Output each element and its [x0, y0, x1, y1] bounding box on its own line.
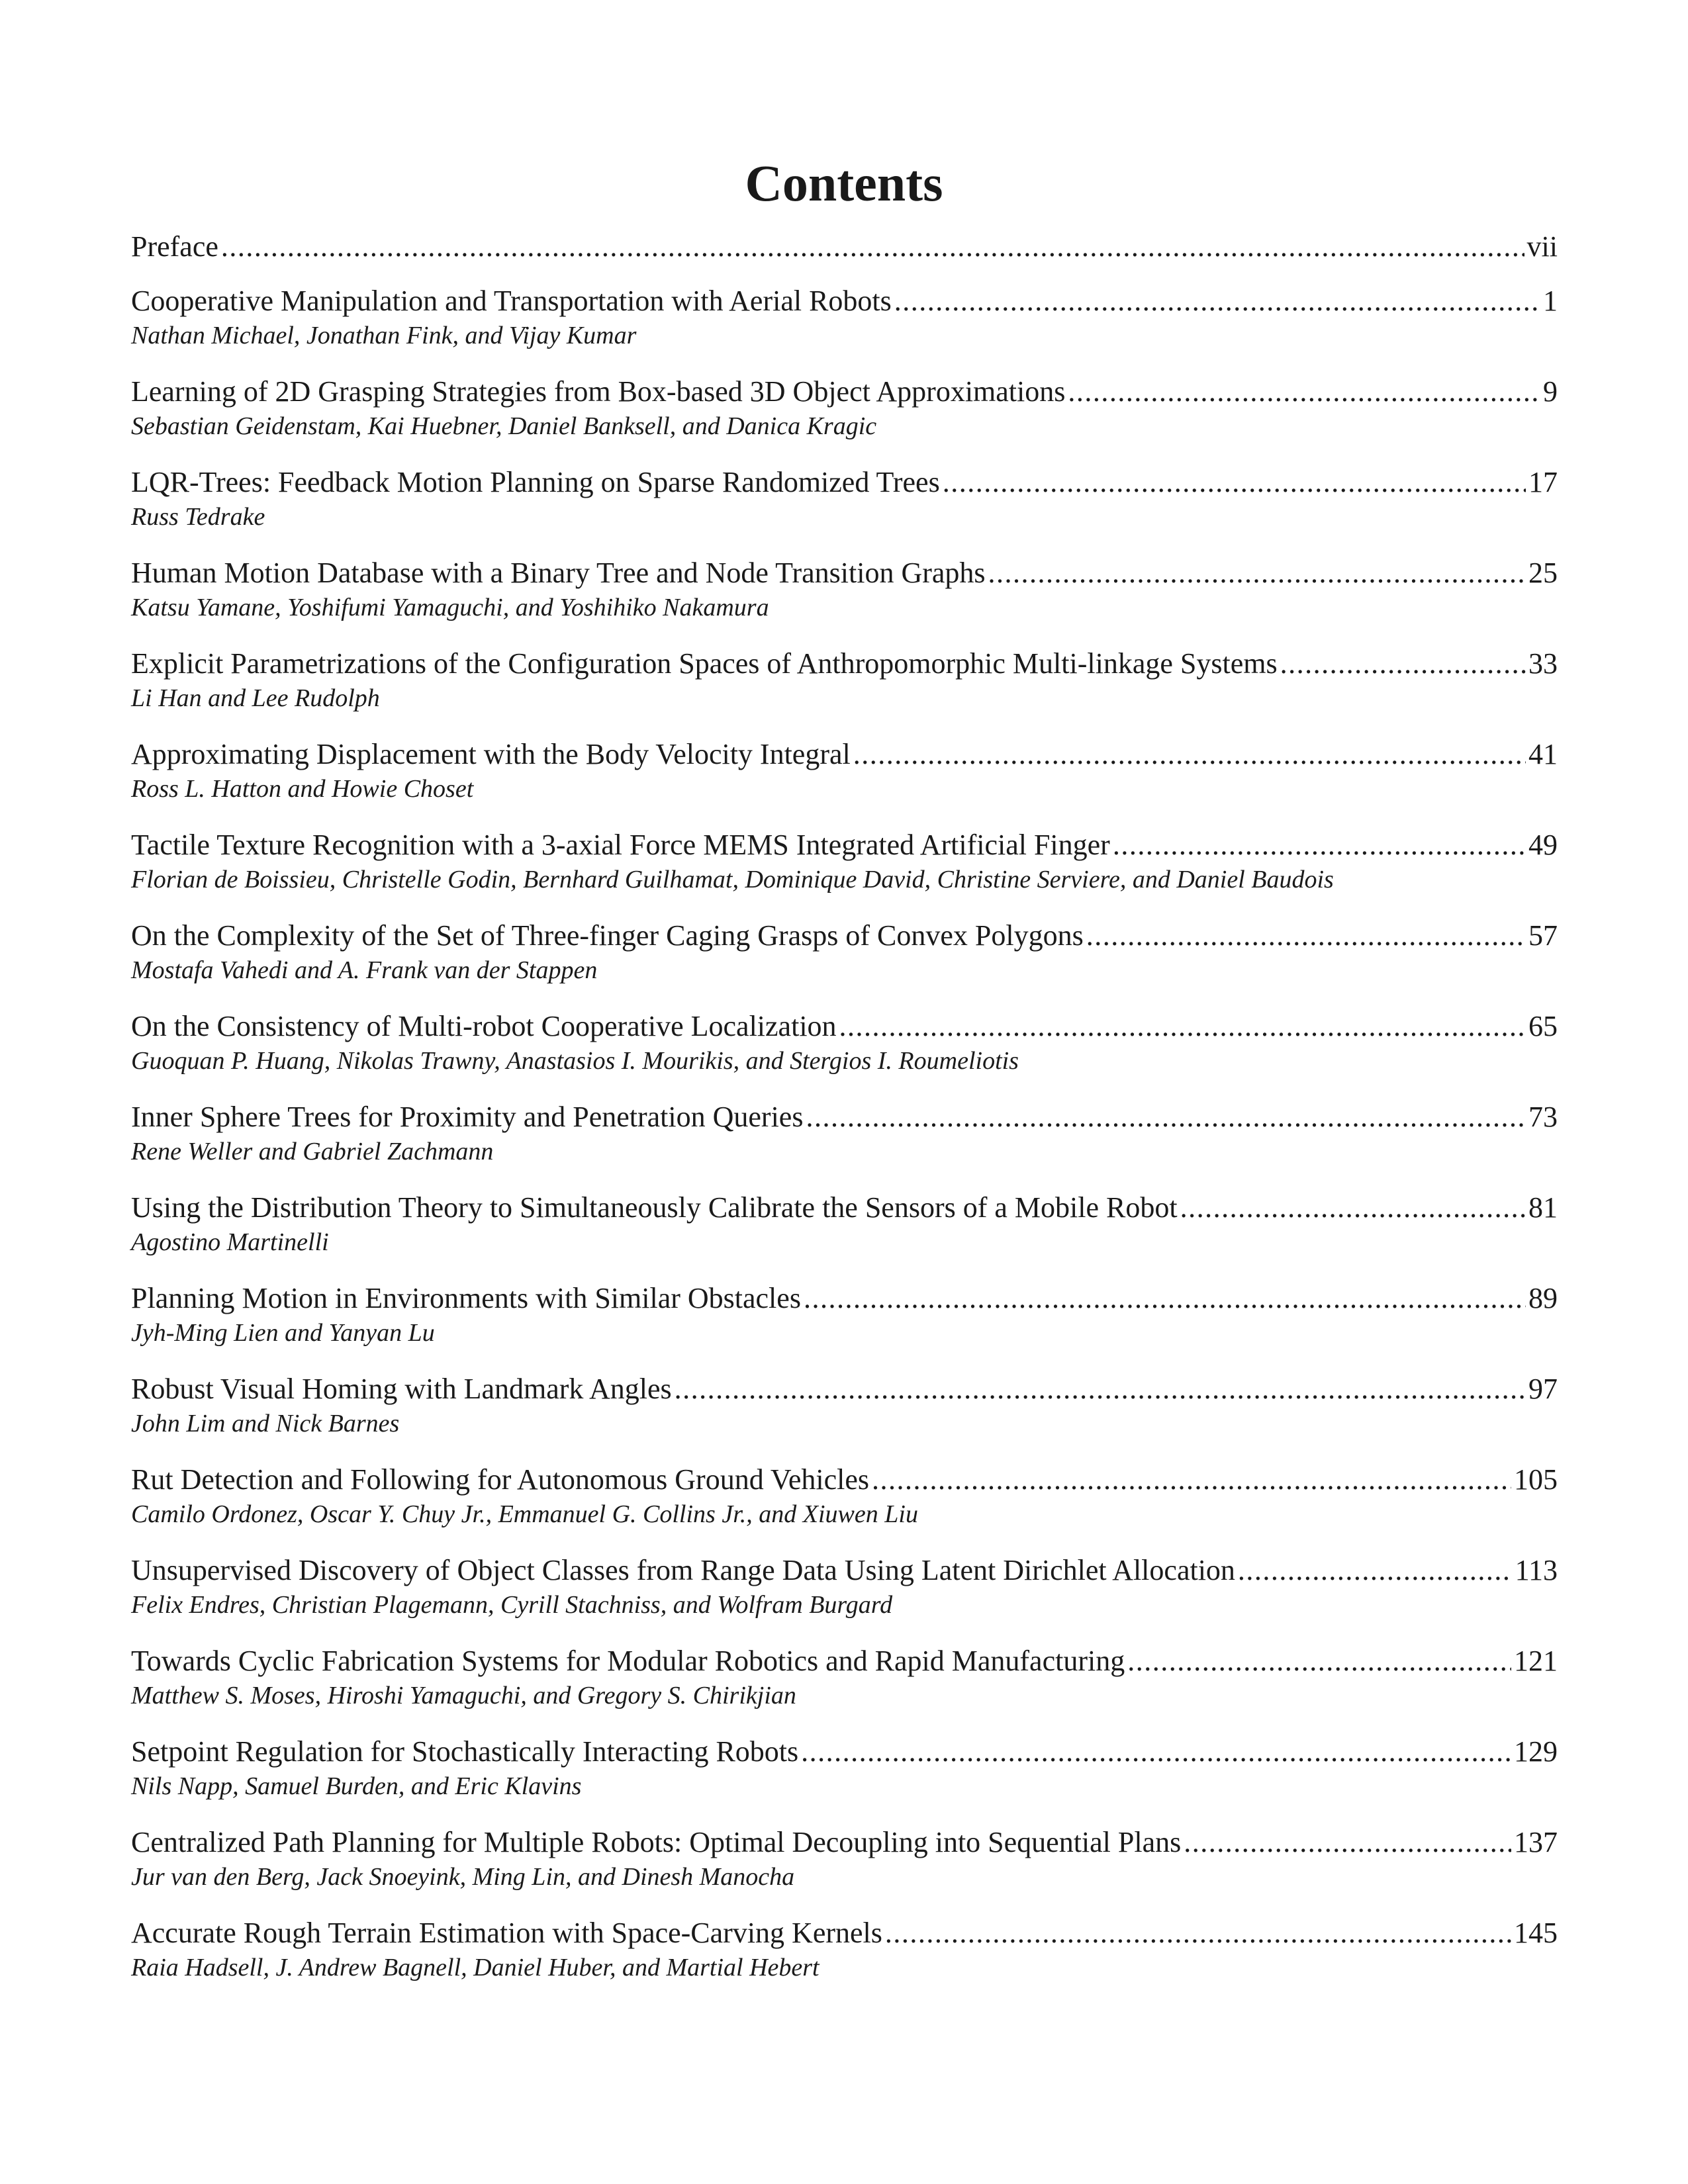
dot-leader — [839, 1008, 1526, 1045]
toc-entry-line — [131, 917, 1558, 954]
toc-entry-page: 33 — [1528, 647, 1558, 680]
dot-leader — [853, 736, 1526, 773]
toc-entry-line — [131, 1643, 1558, 1680]
dot-leader — [1280, 645, 1526, 682]
toc-entry-line — [131, 1280, 1558, 1317]
toc-entry-authors: Li Han and Lee Rudolph — [131, 684, 380, 712]
toc-entry-title: On the Complexity of the Set of Three-finger Caging Grasps of Convex Polygons — [131, 919, 1084, 952]
table-of-contents — [131, 228, 1558, 2005]
toc-entry-title: Inner Sphere Trees for Proximity and Penetration Queries — [131, 1101, 804, 1133]
toc-entry-line — [131, 1915, 1558, 1952]
toc-entry-line — [131, 283, 1558, 320]
toc-entry-title: Planning Motion in Environments with Similar Obstacles — [131, 1282, 801, 1314]
toc-entry-list — [131, 283, 1558, 1983]
toc-entry-page: 89 — [1528, 1282, 1558, 1314]
toc-entry-page: 41 — [1528, 738, 1558, 770]
toc-entry — [131, 283, 1558, 351]
toc-entry-page: 113 — [1515, 1554, 1558, 1586]
toc-entry-page: 73 — [1528, 1101, 1558, 1133]
dot-leader — [1238, 1552, 1513, 1589]
toc-entry-authors: Raia Hadsell, J. Andrew Bagnell, Daniel Huber, and Martial Hebert — [131, 1954, 820, 1981]
toc-entry-line — [131, 645, 1558, 682]
toc-entry-title: Cooperative Manipulation and Transportation with Aerial Robots — [131, 285, 892, 317]
toc-entry-authors: Ross L. Hatton and Howie Choset — [131, 775, 474, 803]
toc-entry-page: 65 — [1528, 1010, 1558, 1042]
toc-entry-line — [131, 1824, 1558, 1861]
toc-entry-title: Human Motion Database with a Binary Tree and Node Transition Graphs — [131, 557, 986, 589]
toc-entry-page: 121 — [1514, 1645, 1558, 1677]
toc-entry-line — [131, 1099, 1558, 1136]
toc-entry — [131, 1733, 1558, 1802]
toc-entry-page: 49 — [1528, 829, 1558, 861]
toc-entry-page: 137 — [1514, 1826, 1558, 1858]
toc-entry-page: 17 — [1528, 466, 1558, 498]
toc-entry-authors: Russ Tedrake — [131, 503, 265, 531]
toc-entry-line — [131, 228, 1558, 265]
dot-leader — [1127, 1643, 1511, 1680]
dot-leader — [1068, 373, 1540, 410]
toc-entry-page: vii — [1526, 230, 1558, 263]
toc-entry — [131, 555, 1558, 623]
toc-entry — [131, 464, 1558, 533]
toc-entry-authors: Guoquan P. Huang, Nikolas Trawny, Anastasios I. Mourikis, and Stergios I. Roumeliotis — [131, 1047, 1019, 1075]
toc-entry-title: Approximating Displacement with the Body Velocity Integral — [131, 738, 851, 770]
toc-entry — [131, 373, 1558, 442]
toc-entry-authors: Nathan Michael, Jonathan Fink, and Vijay Kumar — [131, 322, 637, 349]
toc-entry — [131, 1099, 1558, 1167]
toc-entry-title: Towards Cyclic Fabrication Systems for Modular Robotics and Rapid Manufacturing — [131, 1645, 1125, 1677]
toc-entry-line — [131, 373, 1558, 410]
toc-entry-authors: Agostino Martinelli — [131, 1228, 329, 1256]
toc-entry-line — [131, 1189, 1558, 1226]
toc-entry-authors: Nils Napp, Samuel Burden, and Eric Klavins — [131, 1772, 582, 1800]
toc-entry-line — [131, 1552, 1558, 1589]
toc-entry-authors: Florian de Boissieu, Christelle Godin, Bernhard Guilhamat, Dominique David, Christine Serviere, and Daniel Baudois — [131, 866, 1334, 893]
toc-entry — [131, 1915, 1558, 1983]
toc-entry-title: Tactile Texture Recognition with a 3-axial Force MEMS Integrated Artificial Finger — [131, 829, 1110, 861]
dot-leader — [801, 1733, 1511, 1770]
toc-entry-title: Explicit Parametrizations of the Configuration Spaces of Anthropomorphic Multi-linkage Systems — [131, 647, 1278, 680]
toc-entry — [131, 827, 1558, 895]
dot-leader — [894, 283, 1540, 320]
toc-entry — [131, 1008, 1558, 1077]
dot-leader — [804, 1280, 1526, 1317]
toc-entry — [131, 1461, 1558, 1530]
dot-leader — [675, 1371, 1526, 1408]
toc-entry-line — [131, 464, 1558, 501]
dot-leader — [885, 1915, 1511, 1952]
toc-entry-title: On the Consistency of Multi-robot Cooperative Localization — [131, 1010, 837, 1042]
toc-entry-page: 57 — [1528, 919, 1558, 952]
toc-entry — [131, 736, 1558, 805]
dot-leader — [943, 464, 1526, 501]
toc-entry-page: 1 — [1543, 285, 1558, 317]
toc-entry-title: Robust Visual Homing with Landmark Angles — [131, 1373, 672, 1405]
dot-leader — [1184, 1824, 1511, 1861]
toc-entry-page: 145 — [1514, 1917, 1558, 1949]
toc-entry — [131, 645, 1558, 714]
dot-leader — [1113, 827, 1526, 864]
dot-leader — [1086, 917, 1526, 954]
toc-entry-title: Preface — [131, 230, 218, 263]
toc-entry-preface — [131, 228, 1558, 265]
toc-entry — [131, 1371, 1558, 1439]
toc-entry-page: 25 — [1528, 557, 1558, 589]
toc-entry-authors: Matthew S. Moses, Hiroshi Yamaguchi, and Gregory S. Chirikjian — [131, 1682, 796, 1709]
toc-entry-line — [131, 827, 1558, 864]
toc-entry — [131, 1280, 1558, 1349]
toc-entry-line — [131, 1008, 1558, 1045]
toc-entry-title: Accurate Rough Terrain Estimation with Space-Carving Kernels — [131, 1917, 882, 1949]
dot-leader — [806, 1099, 1526, 1136]
toc-entry-line — [131, 1733, 1558, 1770]
toc-entry-title: Using the Distribution Theory to Simultaneously Calibrate the Sensors of a Mobile Robot — [131, 1191, 1178, 1224]
toc-entry — [131, 1643, 1558, 1711]
toc-entry — [131, 917, 1558, 986]
toc-entry-title: Setpoint Regulation for Stochastically Interacting Robots — [131, 1735, 799, 1768]
toc-entry — [131, 1824, 1558, 1893]
toc-entry-authors: Sebastian Geidenstam, Kai Huebner, Daniel Banksell, and Danica Kragic — [131, 412, 877, 440]
toc-entry-title: Centralized Path Planning for Multiple Robots: Optimal Decoupling into Sequential Plans — [131, 1826, 1182, 1858]
dot-leader — [988, 555, 1526, 592]
toc-entry-line — [131, 1461, 1558, 1498]
toc-entry-page: 129 — [1514, 1735, 1558, 1768]
toc-entry-line — [131, 555, 1558, 592]
toc-entry-authors: Camilo Ordonez, Oscar Y. Chuy Jr., Emmanuel G. Collins Jr., and Xiuwen Liu — [131, 1500, 918, 1528]
toc-entry-authors: Katsu Yamane, Yoshifumi Yamaguchi, and Yoshihiko Nakamura — [131, 594, 769, 621]
toc-entry-page: 9 — [1543, 375, 1558, 408]
toc-entry-authors: John Lim and Nick Barnes — [131, 1410, 400, 1437]
page-title: Contents — [745, 154, 943, 212]
toc-entry-line — [131, 736, 1558, 773]
dot-leader — [221, 228, 1524, 265]
toc-entry — [131, 1552, 1558, 1621]
toc-entry-authors: Jur van den Berg, Jack Snoeyink, Ming Lin, and Dinesh Manocha — [131, 1863, 795, 1891]
dot-leader — [872, 1461, 1511, 1498]
toc-entry-authors: Jyh-Ming Lien and Yanyan Lu — [131, 1319, 435, 1347]
toc-entry-title: Learning of 2D Grasping Strategies from Box-based 3D Object Approximations — [131, 375, 1066, 408]
toc-entry-title: LQR-Trees: Feedback Motion Planning on Sparse Randomized Trees — [131, 466, 940, 498]
toc-entry-authors: Felix Endres, Christian Plagemann, Cyrill Stachniss, and Wolfram Burgard — [131, 1591, 893, 1619]
toc-entry-title: Rut Detection and Following for Autonomous Ground Vehicles — [131, 1463, 869, 1496]
toc-entry-authors: Rene Weller and Gabriel Zachmann — [131, 1138, 494, 1165]
toc-entry-authors: Mostafa Vahedi and A. Frank van der Stappen — [131, 956, 598, 984]
toc-entry — [131, 1189, 1558, 1258]
toc-entry-title: Unsupervised Discovery of Object Classes from Range Data Using Latent Dirichlet Allocation — [131, 1554, 1235, 1586]
dot-leader — [1180, 1189, 1526, 1226]
toc-entry-line — [131, 1371, 1558, 1408]
toc-entry-page: 81 — [1528, 1191, 1558, 1224]
toc-entry-page: 105 — [1514, 1463, 1558, 1496]
toc-entry-page: 97 — [1528, 1373, 1558, 1405]
